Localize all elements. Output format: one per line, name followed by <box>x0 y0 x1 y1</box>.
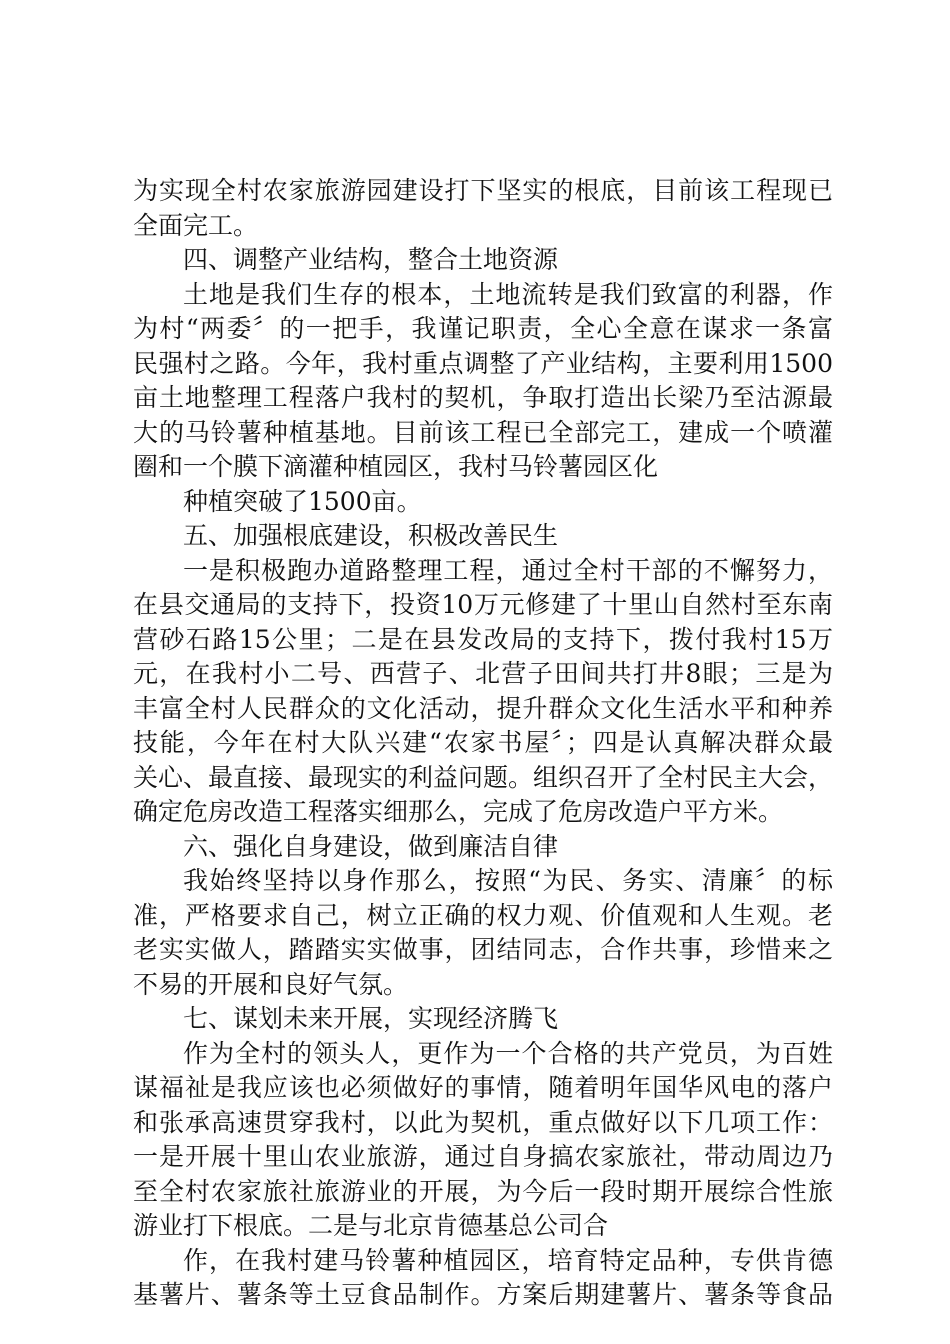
text-line: 圈和一个膜下滴灌种植园区，我村马铃薯园区化 <box>133 452 659 481</box>
text-line: 在县交通局的支持下，投资10万元修建了十里山自然村至东南 <box>133 590 833 619</box>
text-line: 关心、最直接、最现实的利益问题。组织召开了全村民主大会， <box>133 762 834 792</box>
text-line: 不易的开展和良好气氛。 <box>133 969 409 999</box>
text-line: 游业打下根底。二是与北京肯德基总公司合 <box>133 1211 609 1240</box>
text-line: 为村“两委〞的一把手，我谨记职责，全心全意在谋求一条富 <box>133 314 833 343</box>
text-line: 一是积极跑办道路整理工程，通过全村干部的不懈努力， <box>183 555 833 585</box>
text-line: 民强村之路。今年，我村重点调整了产业结构，主要利用1500 <box>133 348 833 378</box>
text-line: 作为全村的领头人，更作为一个合格的共产党员，为百姓 <box>183 1038 833 1068</box>
text-line: 谋福祉是我应该也必须做好的事情，随着明年国华风电的落户 <box>133 1073 833 1102</box>
text-line: 营砂石路15公里；二是在县发改局的支持下，拨付我村15万 <box>133 624 833 654</box>
text-line: 技能，今年在村大队兴建“农家书屋〞；四是认真解决群众最 <box>133 728 833 757</box>
document-body <box>133 174 833 1313</box>
section-heading: 七、谋划未来开展，实现经济腾飞 <box>183 1004 559 1033</box>
text-line: 土地是我们生存的根本，土地流转是我们致富的利器，作 <box>183 279 833 309</box>
text-line: 元，在我村小二号、西营子、北营子田间共打井8眼；三是为 <box>133 659 833 688</box>
text-line: 丰富全村人民群众的文化活动，提升群众文化生活水平和种养 <box>133 693 833 723</box>
text-line: 作，在我村建马铃薯种植园区，培育特定品种，专供肯德 <box>183 1245 833 1275</box>
text-line: 至全村农家旅社旅游业的开展，为今后一段时期开展综合性旅 <box>133 1176 833 1206</box>
text-line: 亩土地整理工程落户我村的契机，争取打造出长梁乃至沽源最 <box>133 383 833 412</box>
section-heading: 五、加强根底建设，积极改善民生 <box>183 521 559 550</box>
text-line: 老实实做人，踏踏实实做事，团结同志，合作共事，珍惜来之 <box>133 935 833 964</box>
text-line: 我始终坚持以身作那么，按照“为民、务实、清廉〞的标 <box>183 866 833 895</box>
text-line: 为实现全村农家旅游园建设打下坚实的根底，目前该工程现已 <box>133 176 833 205</box>
text-line: 准，严格要求自己，树立正确的权力观、价值观和人生观。老 <box>133 900 833 930</box>
text-line: 确定危房改造工程落实细那么，完成了危房改造户平方米。 <box>133 797 784 826</box>
text-line: 基薯片、薯条等土豆食品制作。方案后期建薯片、薯条等食品 <box>133 1280 833 1309</box>
text-line: 全面完工。 <box>133 210 259 240</box>
text-line: 大的马铃薯种植基地。目前该工程已全部完工，建成一个喷灌 <box>133 417 833 447</box>
section-heading: 四、调整产业结构，整合土地资源 <box>183 245 559 274</box>
text-line: 种植突破了1500亩。 <box>183 486 422 516</box>
section-heading: 六、强化自身建设，做到廉洁自律 <box>183 831 559 861</box>
text-line: 一是开展十里山农业旅游，通过自身搞农家旅社，带动周边乃 <box>133 1142 833 1171</box>
text-line: 和张承高速贯穿我村，以此为契机，重点做好以下几项工作： <box>133 1107 833 1137</box>
